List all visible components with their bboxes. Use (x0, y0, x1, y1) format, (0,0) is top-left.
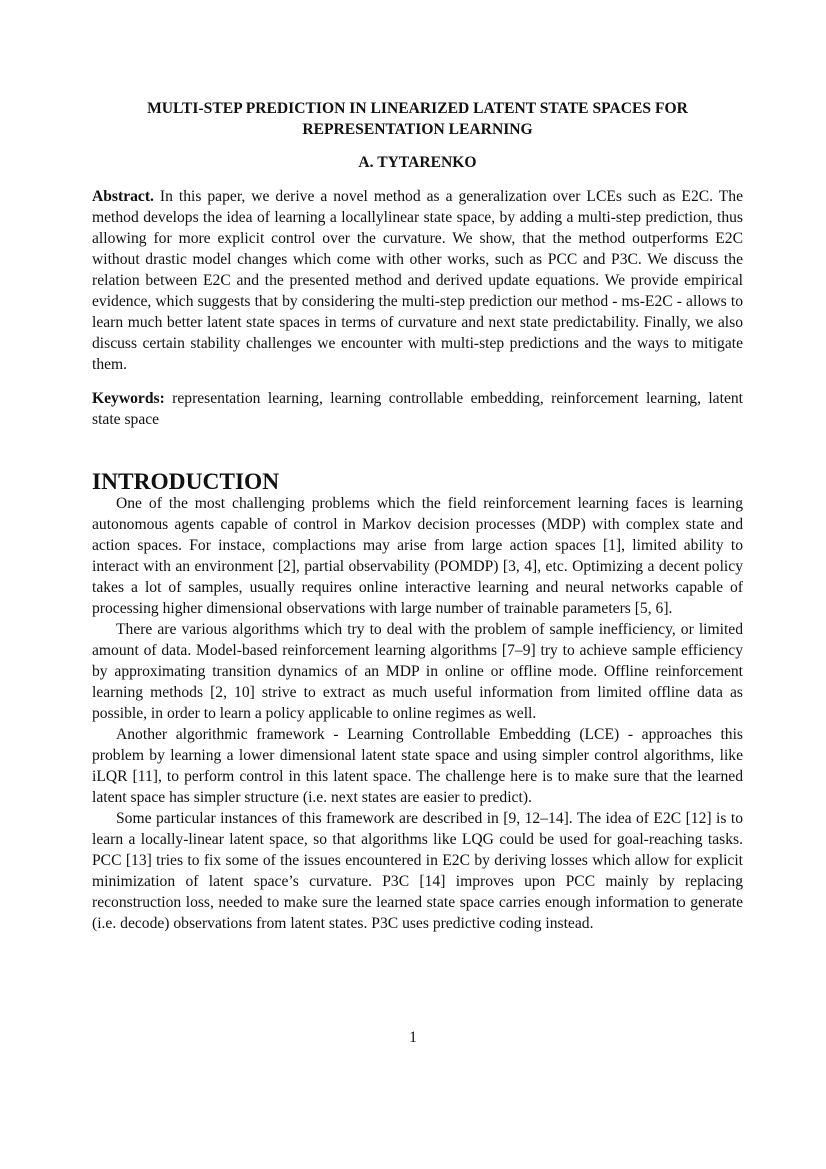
author-name: A. TYTARENKO (358, 154, 477, 171)
abstract-text: In this paper, we derive a novel method as a generalization over LCEs such as E2C. The method develops the idea of learning a locallylinear state space, by adding a multi-step prediction, thus allowing for more explicit control over the curvature. We show, that the method outperforms E2C without drastic model changes which come with other works, such as PCC and P3C. We discuss the relation between E2C and the presented method and derived update equations. We provide empirical evidence, which suggests that by considering the multi-step prediction our method - ms-E2C - allows to learn much better latent state spaces in terms of curvature and next state predictability. Finally, we also discuss certain stability challenges we encounter with multi-step predictions and the ways to mitigate them. (92, 188, 743, 373)
intro-paragraph-3: Another algorithmic framework - Learning Controllable Embedding (LCE) - approaches this problem by learning a lower dimensional latent state space and using simpler control algorithms, like iLQR [11], to perform control in this latent space. The challenge here is to make sure that the learned latent space has simpler structure (i.e. next states are easier to predict). (92, 726, 743, 806)
keywords (92, 388, 743, 430)
paper-title-line-2: REPRESENTATION LEARNING (302, 121, 533, 138)
keywords-text: representation learning, learning controllable embedding, reinforcement learning, latent state space (92, 390, 743, 428)
intro-paragraph-2: There are various algorithms which try to deal with the problem of sample inefficiency, or limited amount of data. Model-based reinforcement learning algorithms [7–9] try to achieve sample efficiency by approximating transition dynamics of an MDP in online or offline mode. Offline reinforcement learning methods [2, 10] strive to extract as much useful information from limited offline data as possible, in order to learn a policy applicable to online regimes as well. (92, 621, 743, 722)
page-content (92, 98, 743, 934)
page-number: 1 (409, 1029, 417, 1046)
intro-paragraph-4: Some particular instances of this framework are described in [9, 12–14]. The idea of E2C [12] is to learn a locally-linear latent space, so that algorithms like LQG could be used for goal-reaching tasks. PCC [13] tries to fix some of the issues encountered in E2C by deriving losses which allow for explicit minimization of latent space’s curvature. P3C [14] improves upon PCC mainly by replacing reconstruction loss, needed to make sure the learned state space carries enough information to generate (i.e. decode) observations from latent states. P3C uses predictive coding instead. (92, 810, 743, 932)
abstract (92, 186, 743, 375)
abstract-label: Abstract. (92, 188, 154, 205)
intro-paragraph-1: One of the most challenging problems which the field reinforcement learning faces is learning autonomous agents capable of control in Markov decision processes (MDP) with complex state and action spaces. For instace, complactions may arise from large action spaces [1], limited ability to interact with an environment [2], partial observability (POMDP) [3, 4], etc. Optimizing a decent policy takes a lot of samples, usually requires online interactive learning and neural networks capable of processing higher dimensional observations with large number of trainable parameters [5, 6]. (92, 495, 743, 617)
paper-title (92, 98, 743, 140)
keywords-label: Keywords: (92, 390, 165, 407)
paper-title-line-1: MULTI-STEP PREDICTION IN LINEARIZED LATENT STATE SPACES FOR (147, 100, 688, 117)
section-heading-introduction: INTRODUCTION (92, 469, 280, 495)
